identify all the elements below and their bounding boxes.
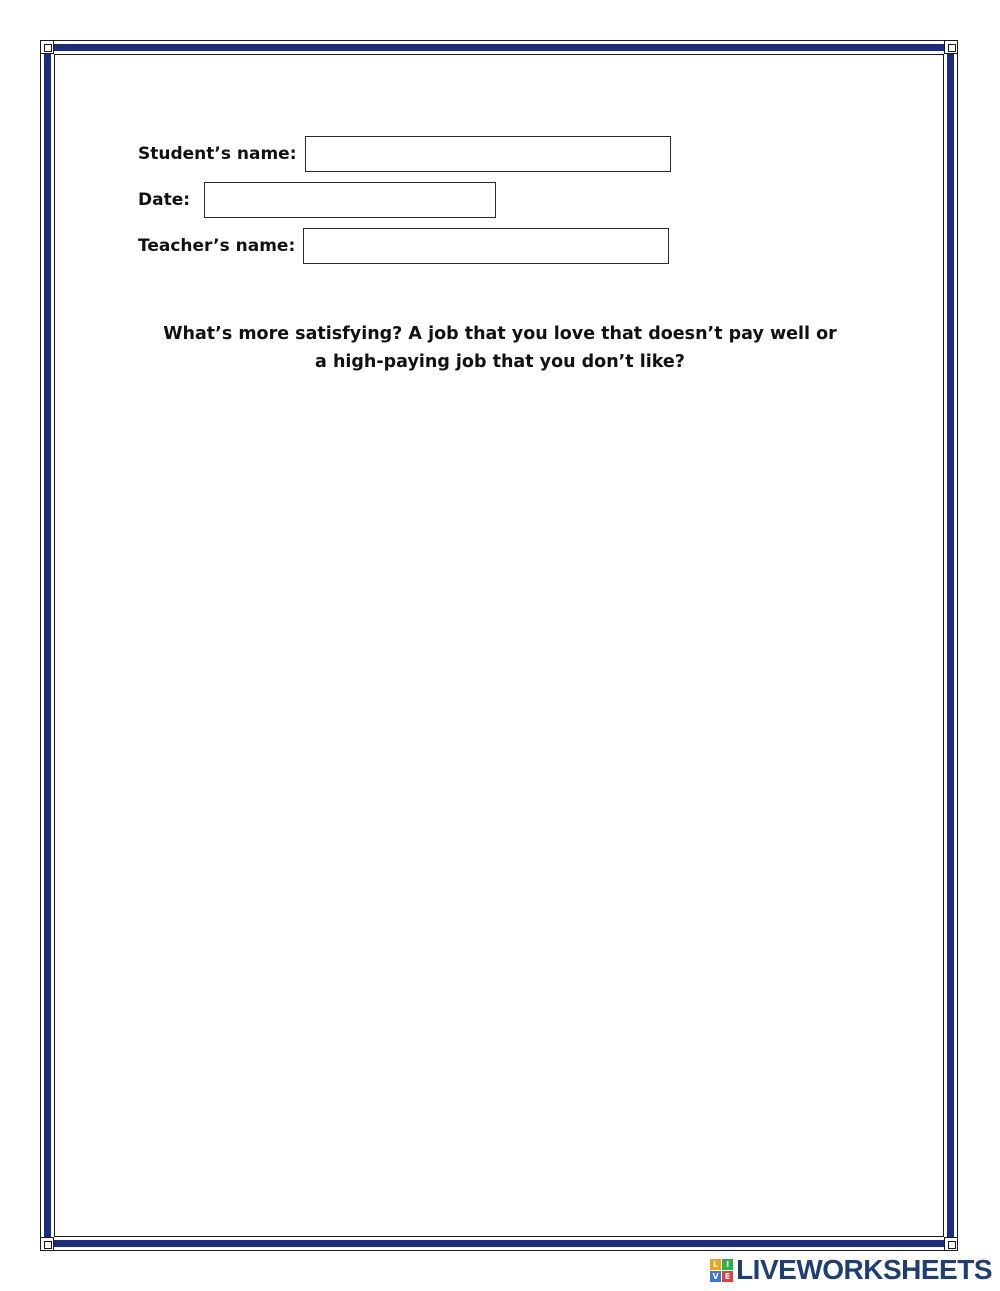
frame-corner-bottom-right <box>944 1237 958 1251</box>
teacher-name-label: Teacher’s name: <box>138 236 296 256</box>
brand-logo-icon <box>710 1259 733 1282</box>
logo-letter-l: L <box>710 1259 721 1270</box>
frame-corner-top-right <box>944 40 958 54</box>
question-line-2: a high-paying job that you don’t like? <box>315 352 685 372</box>
student-name-label: Student’s name: <box>138 144 297 164</box>
teacher-name-row <box>138 228 669 264</box>
student-name-row <box>138 136 671 172</box>
student-name-input[interactable] <box>305 136 671 172</box>
logo-letter-i: I <box>722 1259 733 1270</box>
date-label: Date: <box>138 190 191 210</box>
frame-corner-bottom-left <box>40 1237 54 1251</box>
date-row <box>138 182 496 218</box>
question-text <box>150 320 850 376</box>
question-line-1: What’s more satisfying? A job that you love that doesn’t pay well or <box>163 324 837 344</box>
date-input[interactable] <box>204 182 496 218</box>
frame-corner-top-left <box>40 40 54 54</box>
brand-name: LIVEWORKSHEETS <box>736 1254 992 1285</box>
teacher-name-input[interactable] <box>303 228 669 264</box>
brand-watermark <box>710 1255 992 1285</box>
logo-letter-v: V <box>710 1271 721 1282</box>
logo-letter-e: E <box>722 1271 733 1282</box>
